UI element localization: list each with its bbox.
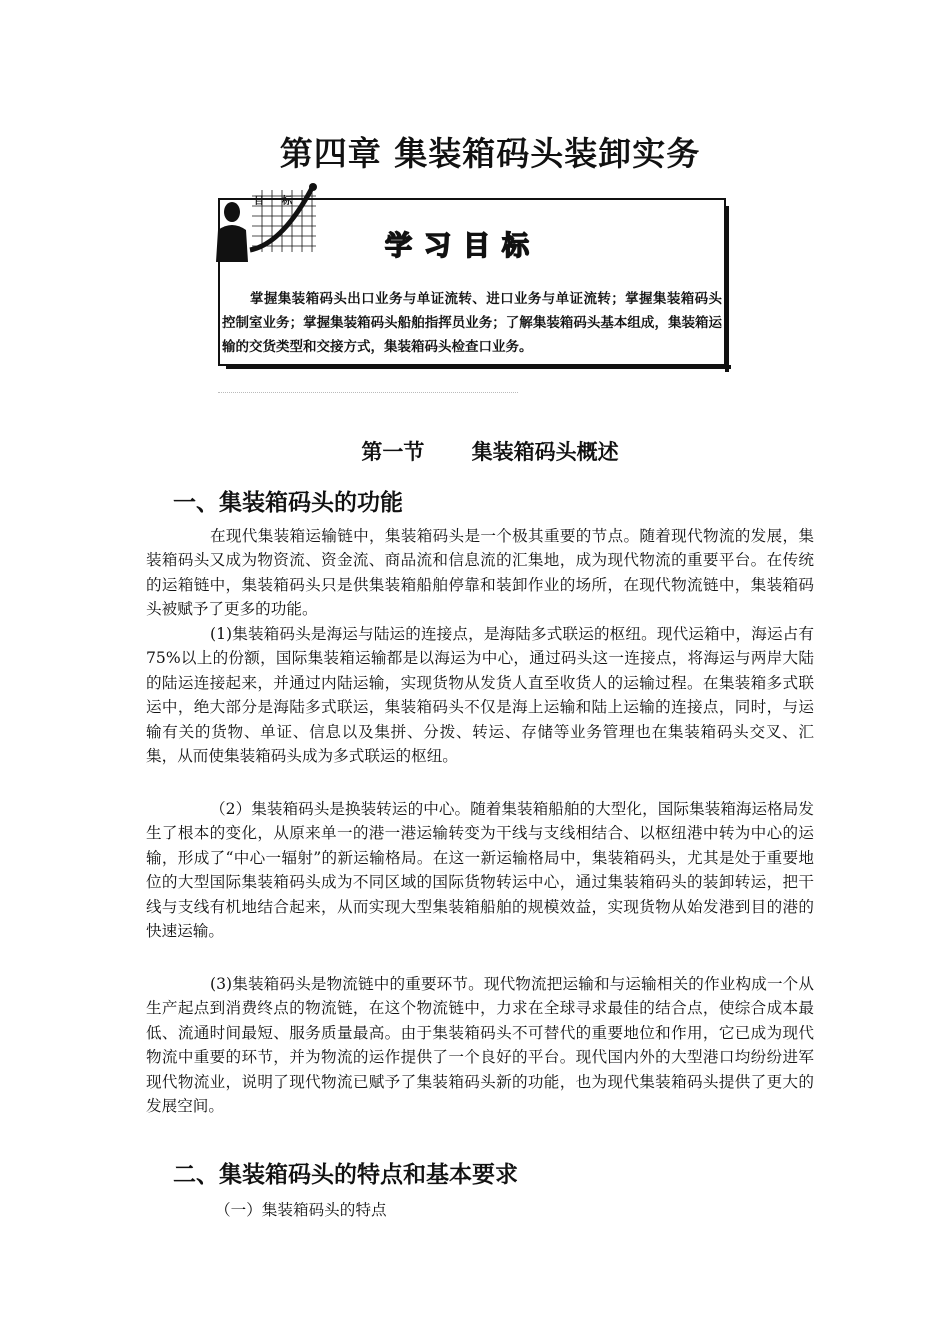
subheading-features: （一）集装箱码头的特点	[215, 1201, 387, 1219]
paragraph-4: (3)集装箱码头是物流链中的重要环节。现代物流把运输和与运输相关的作业构成一个从生产起点到消费终点的物流链，在这个物流链中，力求在全球寻求最佳的结合点，使综合成本最低、流通时间最短、服务质量最高。由于集装箱码头不可替代的重要地位和作用，它已成为现代物流中重要的环节，并为物流的运作提供了一个良好的平台。现代国内外的大型港口均纷纷进军现代物流业，说明了现代物流已赋予了集装箱码头新的功能，也为现代集装箱码头提供了更大的发展空间。	[146, 975, 814, 1116]
heading-functions: 一、集装箱码头的功能	[173, 489, 403, 516]
paragraph-2: (1)集装箱码头是海运与陆运的连接点，是海陆多式联运的枢纽。现代运箱中，海运占有 75%以上的份额，国际集装箱运输都是以海运为中心，通过码头这一连接点，将海运与两岸大陆的陆运连接起来，并通过内陆运输，实现货物从发货人直至收货人的运输过程。在集装箱多式联运中，绝大部分是海陆多式联运，集装箱码头不仅是海上运输和陆上运输的连接点，同时，与运输有关的货物、单证、信息以及集拼、分拨、转运、存储等业务管理也在集装箱码头交叉、汇集，从而使集装箱码头成为多式联运的枢纽。	[146, 625, 814, 766]
paragraph-1: 在现代集装箱运输链中，集装箱码头是一个极其重要的节点。随着现代物流的发展，集装箱码头又成为物资流、资金流、商品流和信息流的汇集地，成为现代物流的重要平台。在传统的运箱链中，集装箱码头只是供集装箱船舶停靠和装卸作业的场所，在现代物流链中，集装箱码头被赋予了更多的功能。	[146, 527, 814, 619]
learning-goals-text: 掌握集装箱码头出口业务与单证流转、进口业务与单证流转；掌握集装箱码头控制室业务；掌握集装箱码头船舶指挥员业务；了解集装箱码头基本组成，集装箱运输的交货类型和交接方式，集装箱码头检查口业务。	[222, 291, 722, 355]
figure-label-1: 目	[254, 196, 264, 207]
faint-divider	[218, 392, 518, 399]
chapter-title: 第四章 集装箱码头装卸实务	[279, 134, 701, 173]
heading-features: 二、集装箱码头的特点和基本要求	[173, 1161, 518, 1188]
section-title: 第一节 集装箱码头概述	[361, 439, 619, 464]
figure-label-2: 标	[282, 196, 292, 207]
paragraph-3: （2）集装箱码头是换装转运的中心。随着集装箱船舶的大型化，国际集装箱海运格局发生了根本的变化，从原来单一的港一港运输转变为干线与支线相结合、以枢纽港中转为中心的运输，形成了“中心一辐射”的新运输格局。在这一新运输格局中，集装箱码头，尤其是处于重要地位的大型国际集装箱码头成为不同区域的国际货物转运中心，通过集装箱码头的装卸转运，把干线与支线有机地结合起来，从而实现大型集装箱船舶的规模效益，实现货物从始发港到目的港的快速运输。	[146, 800, 814, 941]
learning-goals-heading: 学习目标	[385, 231, 541, 262]
